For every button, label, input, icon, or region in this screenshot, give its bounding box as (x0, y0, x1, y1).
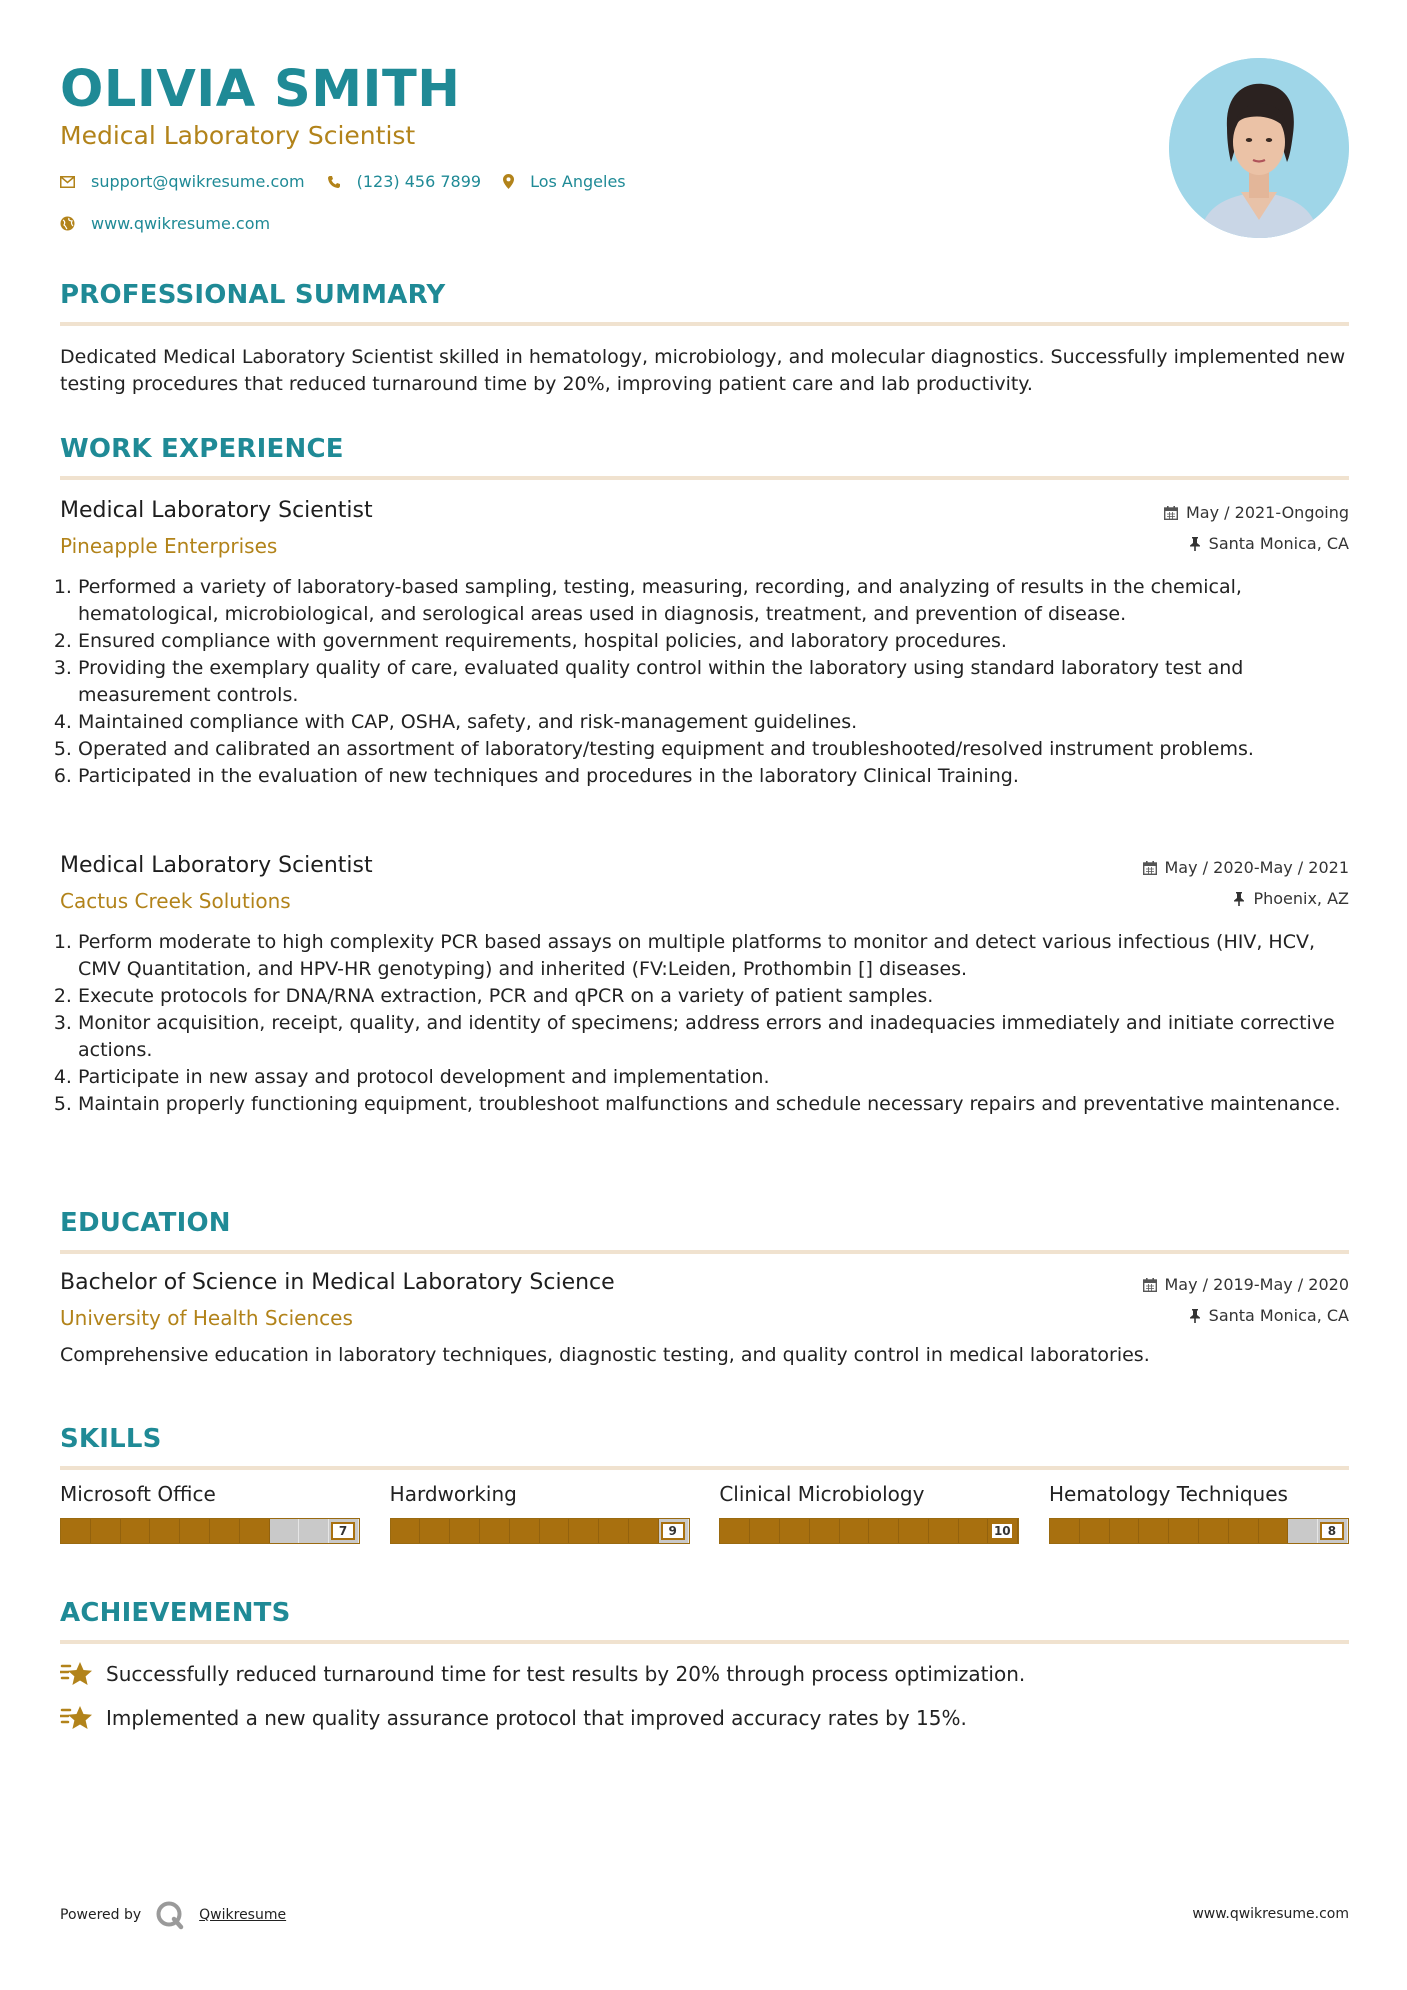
globe-icon (60, 216, 75, 231)
skills-title: SKILLS (60, 1424, 162, 1454)
summary-title: PROFESSIONAL SUMMARY (60, 280, 446, 310)
skill-bar-segment (1080, 1519, 1110, 1543)
resume-page (60, 0, 1349, 1990)
job-date-text: May / 2021-Ongoing (1186, 503, 1349, 522)
job-title: Medical Laboratory Scientist (60, 498, 373, 523)
skill-item (60, 1480, 360, 1544)
skill-bar-segment (1229, 1519, 1259, 1543)
calendar-icon (1143, 861, 1157, 875)
skills-section (60, 1422, 1349, 1470)
list-item: 5. Operated and calibrated an assortment of laboratory/testing equipment and troubleshooted/resolved instrument problems. (78, 736, 1349, 763)
section-divider (60, 1640, 1349, 1644)
pushpin-icon (1189, 1309, 1201, 1323)
skill-name: Hardworking (389, 1482, 517, 1506)
achievements-title: ACHIEVEMENTS (60, 1598, 291, 1628)
job-location-text: Santa Monica, CA (1208, 534, 1349, 553)
skill-name: Microsoft Office (60, 1482, 216, 1506)
candidate-name: OLIVIA SMITH (60, 60, 461, 119)
website-text[interactable]: www.qwikresume.com (91, 214, 271, 233)
footer-website[interactable]: www.qwikresume.com (1192, 1906, 1349, 1922)
skill-bar-segment (840, 1519, 870, 1543)
skill-bar-segment (540, 1519, 570, 1543)
list-item: 2. Execute protocols for DNA/RNA extraction, PCR and qPCR on a variety of patient samples. (78, 983, 1349, 1010)
summary-section (60, 278, 1349, 398)
list-item: 1. Perform moderate to high complexity PCR based assays on multiple platforms to monitor and detect various infectious (HIV, HCV, CMV Quantitation, and HPV-HR genotyping) and inherited (FV:Leiden, Prothombin [] diseases. (78, 929, 1349, 983)
skill-bar-segment (480, 1519, 510, 1543)
skill-bar-segment (780, 1519, 810, 1543)
list-item: 3. Providing the exemplary quality of care, evaluated quality control within the laboratory using standard laboratory test and measurement controls. (78, 655, 1349, 709)
summary-text: Dedicated Medical Laboratory Scientist skilled in hematology, microbiology, and molecular diagnostics. Successfully implemented new testing procedures that reduced turnaround time by 20%, improving patient care and lab productivity. (60, 346, 1346, 395)
section-divider (60, 322, 1349, 326)
envelope-icon (60, 176, 75, 188)
education-date-text: May / 2019-May / 2020 (1164, 1275, 1349, 1294)
pushpin-icon (1189, 537, 1201, 551)
skill-bar-segment (61, 1519, 91, 1543)
footer-powered-by (60, 1900, 286, 1930)
section-divider (60, 1466, 1349, 1470)
skill-item (1049, 1480, 1349, 1544)
skill-bar-segment (959, 1519, 989, 1543)
skill-bar-segment (810, 1519, 840, 1543)
skill-bar-segment (391, 1519, 421, 1543)
skill-bar-segment (1139, 1519, 1169, 1543)
job-date-text: May / 2020-May / 2021 (1164, 858, 1349, 877)
skill-bar-segment (750, 1519, 780, 1543)
star-award-icon (60, 1660, 94, 1688)
skill-level: 9 (661, 1522, 685, 1540)
skill-bar-segment (1110, 1519, 1140, 1543)
duty-list (60, 574, 1349, 790)
skill-bar-segment (899, 1519, 929, 1543)
qwikresume-logo-icon (155, 1900, 185, 1930)
job-location-text: Phoenix, AZ (1253, 889, 1349, 908)
skill-bar (719, 1518, 1019, 1544)
job-title: Medical Laboratory Scientist (60, 853, 373, 878)
skill-bar-segment (1259, 1519, 1289, 1543)
skill-bar-segment (121, 1519, 151, 1543)
achievement-text: Successfully reduced turnaround time for test results by 20% through process optimization. (106, 1662, 1026, 1686)
section-divider (60, 476, 1349, 480)
qwikresume-link[interactable]: Qwikresume (199, 1907, 287, 1923)
skill-bar-segment (210, 1519, 240, 1543)
website-item[interactable] (60, 214, 270, 233)
list-item: 5. Maintain properly functioning equipment, troubleshoot malfunctions and schedule necessary repairs and preventative maintenance. (78, 1091, 1349, 1118)
map-pin-icon (503, 174, 514, 189)
education-location (1189, 1306, 1349, 1325)
skill-bar (60, 1518, 360, 1544)
location-text: Los Angeles (530, 172, 626, 191)
contact-row (60, 172, 648, 191)
skill-bar-segment (420, 1519, 450, 1543)
profile-photo (1169, 58, 1349, 238)
skill-bar-segment (1169, 1519, 1199, 1543)
skill-bar-segment (569, 1519, 599, 1543)
skill-name: Hematology Techniques (1048, 1482, 1288, 1506)
calendar-icon (1164, 506, 1178, 520)
skill-bar-segment (510, 1519, 540, 1543)
skill-level: 8 (1320, 1522, 1344, 1540)
skill-bar-segment (240, 1519, 270, 1543)
calendar-icon (1143, 1278, 1157, 1292)
website-row (60, 214, 292, 233)
skill-bar-segment (629, 1519, 659, 1543)
skill-name: Clinical Microbiology (719, 1482, 925, 1506)
list-item: 3. Monitor acquisition, receipt, quality, and identity of specimens; address errors and inadequacies immediately and initiate corrective actions. (78, 1010, 1349, 1064)
job-company: Cactus Creek Solutions (60, 889, 291, 913)
job-date (1143, 858, 1350, 877)
skill-bar-segment (599, 1519, 629, 1543)
list-item: 4. Participate in new assay and protocol development and implementation. (78, 1064, 1349, 1091)
location-item (503, 172, 626, 191)
pushpin-icon (1233, 892, 1245, 906)
education-location-text: Santa Monica, CA (1208, 1306, 1349, 1325)
skill-level: 10 (990, 1522, 1014, 1540)
skill-bar-segment (720, 1519, 750, 1543)
skill-bar (1049, 1518, 1349, 1544)
achievements-section (60, 1596, 1349, 1644)
skill-bar-segment (1050, 1519, 1080, 1543)
job-location (1233, 889, 1349, 908)
email-text[interactable]: support@qwikresume.com (91, 172, 305, 191)
skill-item (390, 1480, 690, 1544)
skill-bar-segment (270, 1519, 300, 1543)
skill-bar-segment (180, 1519, 210, 1543)
education-title: EDUCATION (60, 1208, 231, 1238)
skill-bar-segment (929, 1519, 959, 1543)
skill-level: 7 (331, 1522, 355, 1540)
list-item: 2. Ensured compliance with government requirements, hospital policies, and laboratory procedures. (78, 628, 1349, 655)
job-company: Pineapple Enterprises (60, 534, 278, 558)
phone-text[interactable]: (123) 456 7899 (356, 172, 482, 191)
skill-bar-segment (91, 1519, 121, 1543)
list-item: 4. Maintained compliance with CAP, OSHA, safety, and risk-management guidelines. (78, 709, 1349, 736)
candidate-role: Medical Laboratory Scientist (60, 121, 416, 150)
skill-bar-segment (450, 1519, 480, 1543)
email-item[interactable] (60, 172, 305, 191)
avatar (1169, 58, 1349, 238)
skill-bar (390, 1518, 690, 1544)
duty-list (60, 929, 1349, 1118)
star-award-icon (60, 1704, 94, 1732)
section-divider (60, 1250, 1349, 1254)
achievement-item (60, 1704, 967, 1732)
skill-item (719, 1480, 1019, 1544)
powered-by-text: Powered by (60, 1907, 142, 1923)
job-date (1164, 503, 1349, 522)
skill-bar-segment (150, 1519, 180, 1543)
experience-section (60, 432, 1349, 480)
skill-bar-segment (1199, 1519, 1229, 1543)
skill-bar-segment (869, 1519, 899, 1543)
phone-item[interactable] (327, 172, 481, 191)
skill-bar-segment (299, 1519, 329, 1543)
phone-icon (327, 175, 341, 189)
degree-title: Bachelor of Science in Medical Laboratory Science (60, 1270, 615, 1295)
education-description: Comprehensive education in laboratory techniques, diagnostic testing, and quality control in medical laboratories. (60, 1344, 1150, 1366)
achievement-item (60, 1660, 1025, 1688)
experience-title: WORK EXPERIENCE (60, 434, 344, 464)
list-item: 6. Participated in the evaluation of new techniques and procedures in the laboratory Clinical Training. (78, 763, 1349, 790)
education-section (60, 1206, 1349, 1254)
list-item: 1. Performed a variety of laboratory-based sampling, testing, measuring, recording, and analyzing of results in the chemical, hematological, microbiological, and serological areas used in diagnosis, treatment, and prevention of disease. (78, 574, 1349, 628)
job-location (1189, 534, 1349, 553)
education-date (1143, 1275, 1350, 1294)
skills-list (60, 1480, 1349, 1544)
skill-bar-segment (1288, 1519, 1318, 1543)
school-name: University of Health Sciences (60, 1306, 353, 1330)
achievement-text: Implemented a new quality assurance protocol that improved accuracy rates by 15%. (106, 1706, 967, 1730)
